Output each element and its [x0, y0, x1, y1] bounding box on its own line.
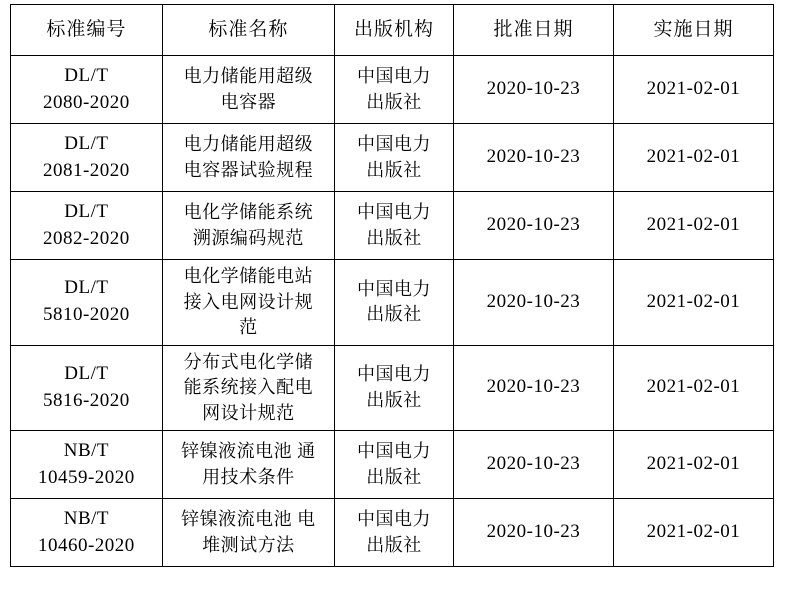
standard-name-line: 网设计规范 [202, 402, 295, 423]
standard-number-line: DL/T [64, 132, 109, 154]
standard-name-line: 电容器试验规程 [183, 159, 314, 180]
column-header-implementation-date: 实施日期 [613, 5, 773, 56]
cell-publisher [335, 345, 454, 431]
cell-standard-name [162, 499, 334, 567]
standard-name-line: 电力储能用超级 [183, 65, 314, 86]
cell-approval-date: 2020-10-23 [454, 192, 614, 260]
publisher-line: 中国电力 [357, 133, 432, 154]
cell-standard-name [162, 124, 334, 192]
standard-name-line: 分布式电化学储 [183, 351, 314, 372]
table-header [11, 5, 774, 56]
standard-number-line: NB/T [63, 439, 110, 461]
standard-name-line: 电力储能用超级 [183, 133, 314, 154]
column-header-standard-name: 标准名称 [162, 5, 334, 56]
cell-standard-name [162, 192, 334, 260]
cell-standard-number [11, 124, 163, 192]
table-row [11, 192, 774, 260]
standard-name-line: 锌镍液流电池 电 [181, 509, 316, 530]
cell-implementation-date: 2021-02-01 [613, 345, 773, 431]
table-header-row [11, 5, 774, 56]
standard-number-line: DL/T [64, 64, 109, 86]
standard-name-line: 能系统接入配电 [183, 377, 314, 398]
standard-number-line: NB/T [63, 507, 110, 529]
standard-name-line: 用技术条件 [202, 466, 295, 487]
cell-publisher [335, 124, 454, 192]
table-row [11, 260, 774, 346]
standard-number-line: DL/T [64, 277, 109, 299]
table-row [11, 124, 774, 192]
standard-number-line: DL/T [64, 200, 109, 222]
cell-standard-name [162, 56, 334, 124]
cell-standard-name [162, 431, 334, 499]
standard-name-line: 范 [239, 317, 258, 338]
publisher-line: 出版社 [366, 159, 422, 180]
cell-standard-number [11, 499, 163, 567]
standard-name-line: 电容器 [220, 91, 277, 112]
column-header-approval-date: 批准日期 [454, 5, 614, 56]
cell-approval-date: 2020-10-23 [454, 124, 614, 192]
cell-implementation-date: 2021-02-01 [613, 499, 773, 567]
cell-implementation-date: 2021-02-01 [613, 260, 773, 346]
cell-publisher [335, 431, 454, 499]
cell-standard-number [11, 56, 163, 124]
publisher-line: 出版社 [366, 227, 422, 248]
cell-implementation-date: 2021-02-01 [613, 56, 773, 124]
standard-number-line: 10460-2020 [37, 534, 135, 556]
cell-standard-number [11, 192, 163, 260]
cell-standard-number [11, 260, 163, 346]
standard-number-line: 5810-2020 [42, 304, 130, 326]
publisher-line: 中国电力 [357, 278, 432, 299]
cell-publisher [335, 499, 454, 567]
table-row [11, 56, 774, 124]
publisher-line: 中国电力 [357, 65, 432, 86]
standard-number-line: 5816-2020 [42, 389, 130, 411]
cell-implementation-date: 2021-02-01 [613, 431, 773, 499]
standard-number-line: 2080-2020 [42, 91, 130, 113]
table-row [11, 345, 774, 431]
cell-approval-date: 2020-10-23 [454, 56, 614, 124]
publisher-line: 出版社 [366, 304, 422, 325]
publisher-line: 出版社 [366, 389, 422, 410]
cell-approval-date: 2020-10-23 [454, 499, 614, 567]
standards-table [10, 4, 774, 567]
column-header-publisher: 出版机构 [335, 5, 454, 56]
table-row [11, 431, 774, 499]
standard-name-line: 接入电网设计规 [183, 291, 314, 312]
standard-name-line: 电化学储能电站 [183, 266, 314, 286]
cell-approval-date: 2020-10-23 [454, 431, 614, 499]
cell-standard-number [11, 345, 163, 431]
publisher-line: 出版社 [366, 91, 422, 112]
cell-standard-number [11, 431, 163, 499]
publisher-line: 出版社 [366, 534, 422, 555]
table-row [11, 499, 774, 567]
standard-name-line: 溯源编码规范 [192, 227, 304, 248]
table-body [11, 56, 774, 567]
publisher-line: 出版社 [366, 466, 422, 487]
cell-approval-date: 2020-10-23 [454, 345, 614, 431]
cell-publisher [335, 56, 454, 124]
standard-number-line: 2081-2020 [42, 159, 130, 181]
publisher-line: 中国电力 [357, 364, 432, 385]
cell-approval-date: 2020-10-23 [454, 260, 614, 346]
standard-name-line: 锌镍液流电池 通 [181, 441, 316, 462]
cell-standard-name [162, 345, 334, 431]
publisher-line: 中国电力 [357, 441, 432, 462]
publisher-line: 中国电力 [357, 509, 432, 530]
cell-implementation-date: 2021-02-01 [613, 192, 773, 260]
cell-standard-name [162, 260, 334, 346]
standard-name-line: 堆测试方法 [202, 534, 295, 555]
column-header-standard-number: 标准编号 [11, 5, 163, 56]
cell-publisher [335, 192, 454, 260]
standard-name-line: 电化学储能系统 [183, 201, 314, 222]
publisher-line: 中国电力 [357, 201, 432, 222]
standard-number-line: DL/T [64, 362, 109, 384]
cell-publisher [335, 260, 454, 346]
standard-number-line: 2082-2020 [42, 227, 130, 249]
standard-number-line: 10459-2020 [37, 466, 135, 488]
cell-implementation-date: 2021-02-01 [613, 124, 773, 192]
standards-table-container [0, 4, 800, 567]
